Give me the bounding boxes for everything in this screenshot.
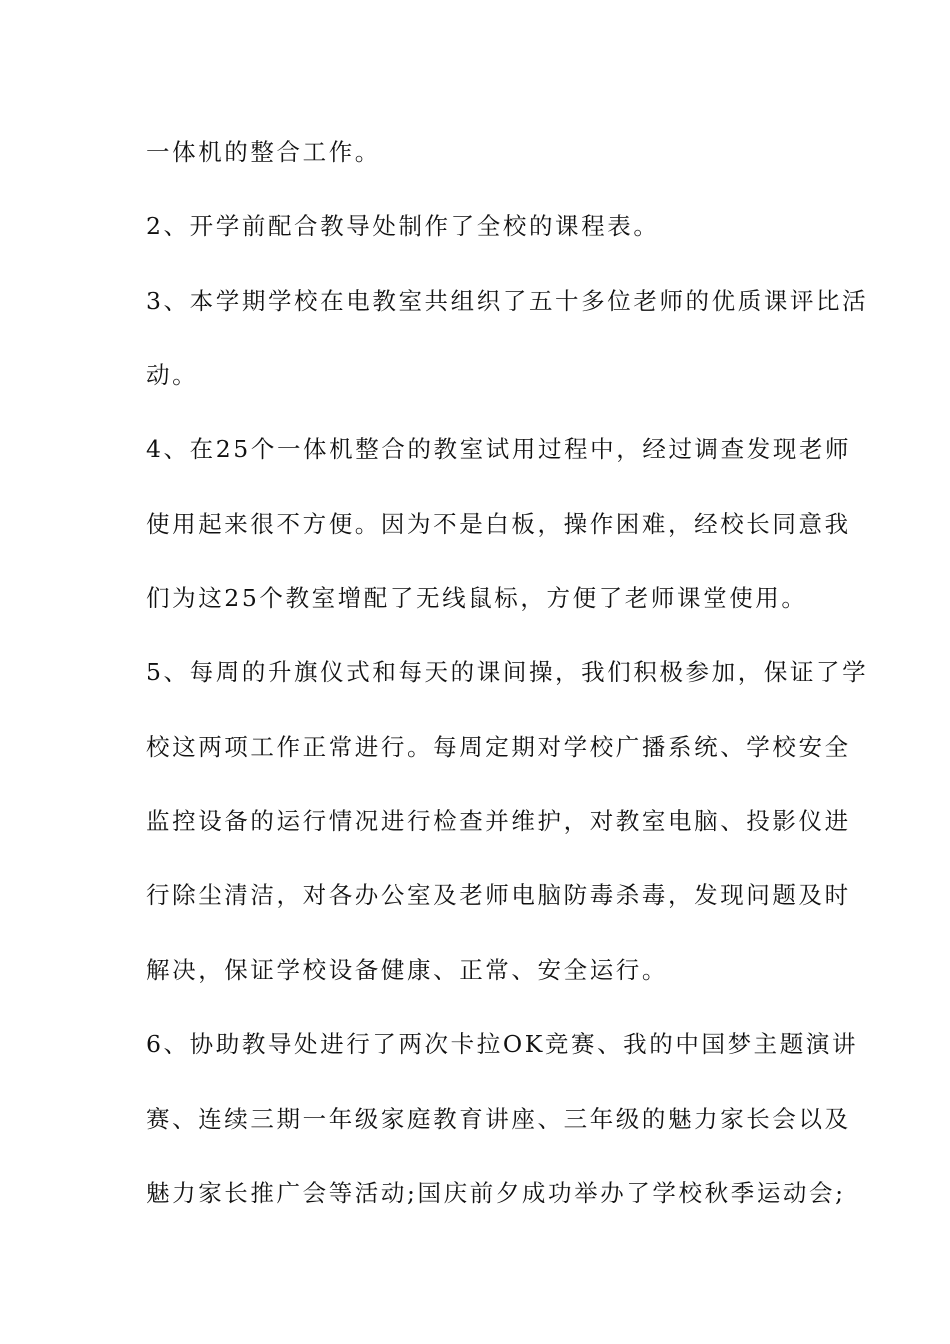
text-line: 动。	[146, 361, 199, 389]
text-line: 魅力家长推广会等活动;国庆前夕成功举办了学校秋季运动会;	[146, 1179, 846, 1207]
text-line: 3、本学期学校在电教室共组织了五十多位老师的优质课评比活	[146, 287, 869, 315]
text-line: 4、在25个一体机整合的教室试用过程中，经过调查发现老师	[146, 435, 852, 463]
text-line: 一体机的整合工作。	[146, 138, 381, 166]
text-line: 校这两项工作正常进行。每周定期对学校广播系统、学校安全	[146, 733, 851, 761]
text-line: 2、开学前配合教导处制作了全校的课程表。	[146, 212, 660, 240]
text-line: 赛、连续三期一年级家庭教育讲座、三年级的魅力家长会以及	[146, 1105, 851, 1133]
text-line: 使用起来很不方便。因为不是白板，操作困难，经校长同意我	[146, 510, 851, 538]
text-line: 6、协助教导处进行了两次卡拉OK竞赛、我的中国梦主题演讲	[146, 1030, 859, 1058]
text-line: 5、每周的升旗仪式和每天的课间操，我们积极参加，保证了学	[146, 658, 869, 686]
text-line: 监控设备的运行情况进行检查并维护，对教室电脑、投影仪进	[146, 807, 851, 835]
text-line: 解决，保证学校设备健康、正常、安全运行。	[146, 956, 668, 984]
text-line: 行除尘清洁，对各办公室及老师电脑防毒杀毒，发现问题及时	[146, 881, 851, 909]
text-line: 们为这25个教室增配了无线鼠标，方便了老师课堂使用。	[146, 584, 808, 612]
